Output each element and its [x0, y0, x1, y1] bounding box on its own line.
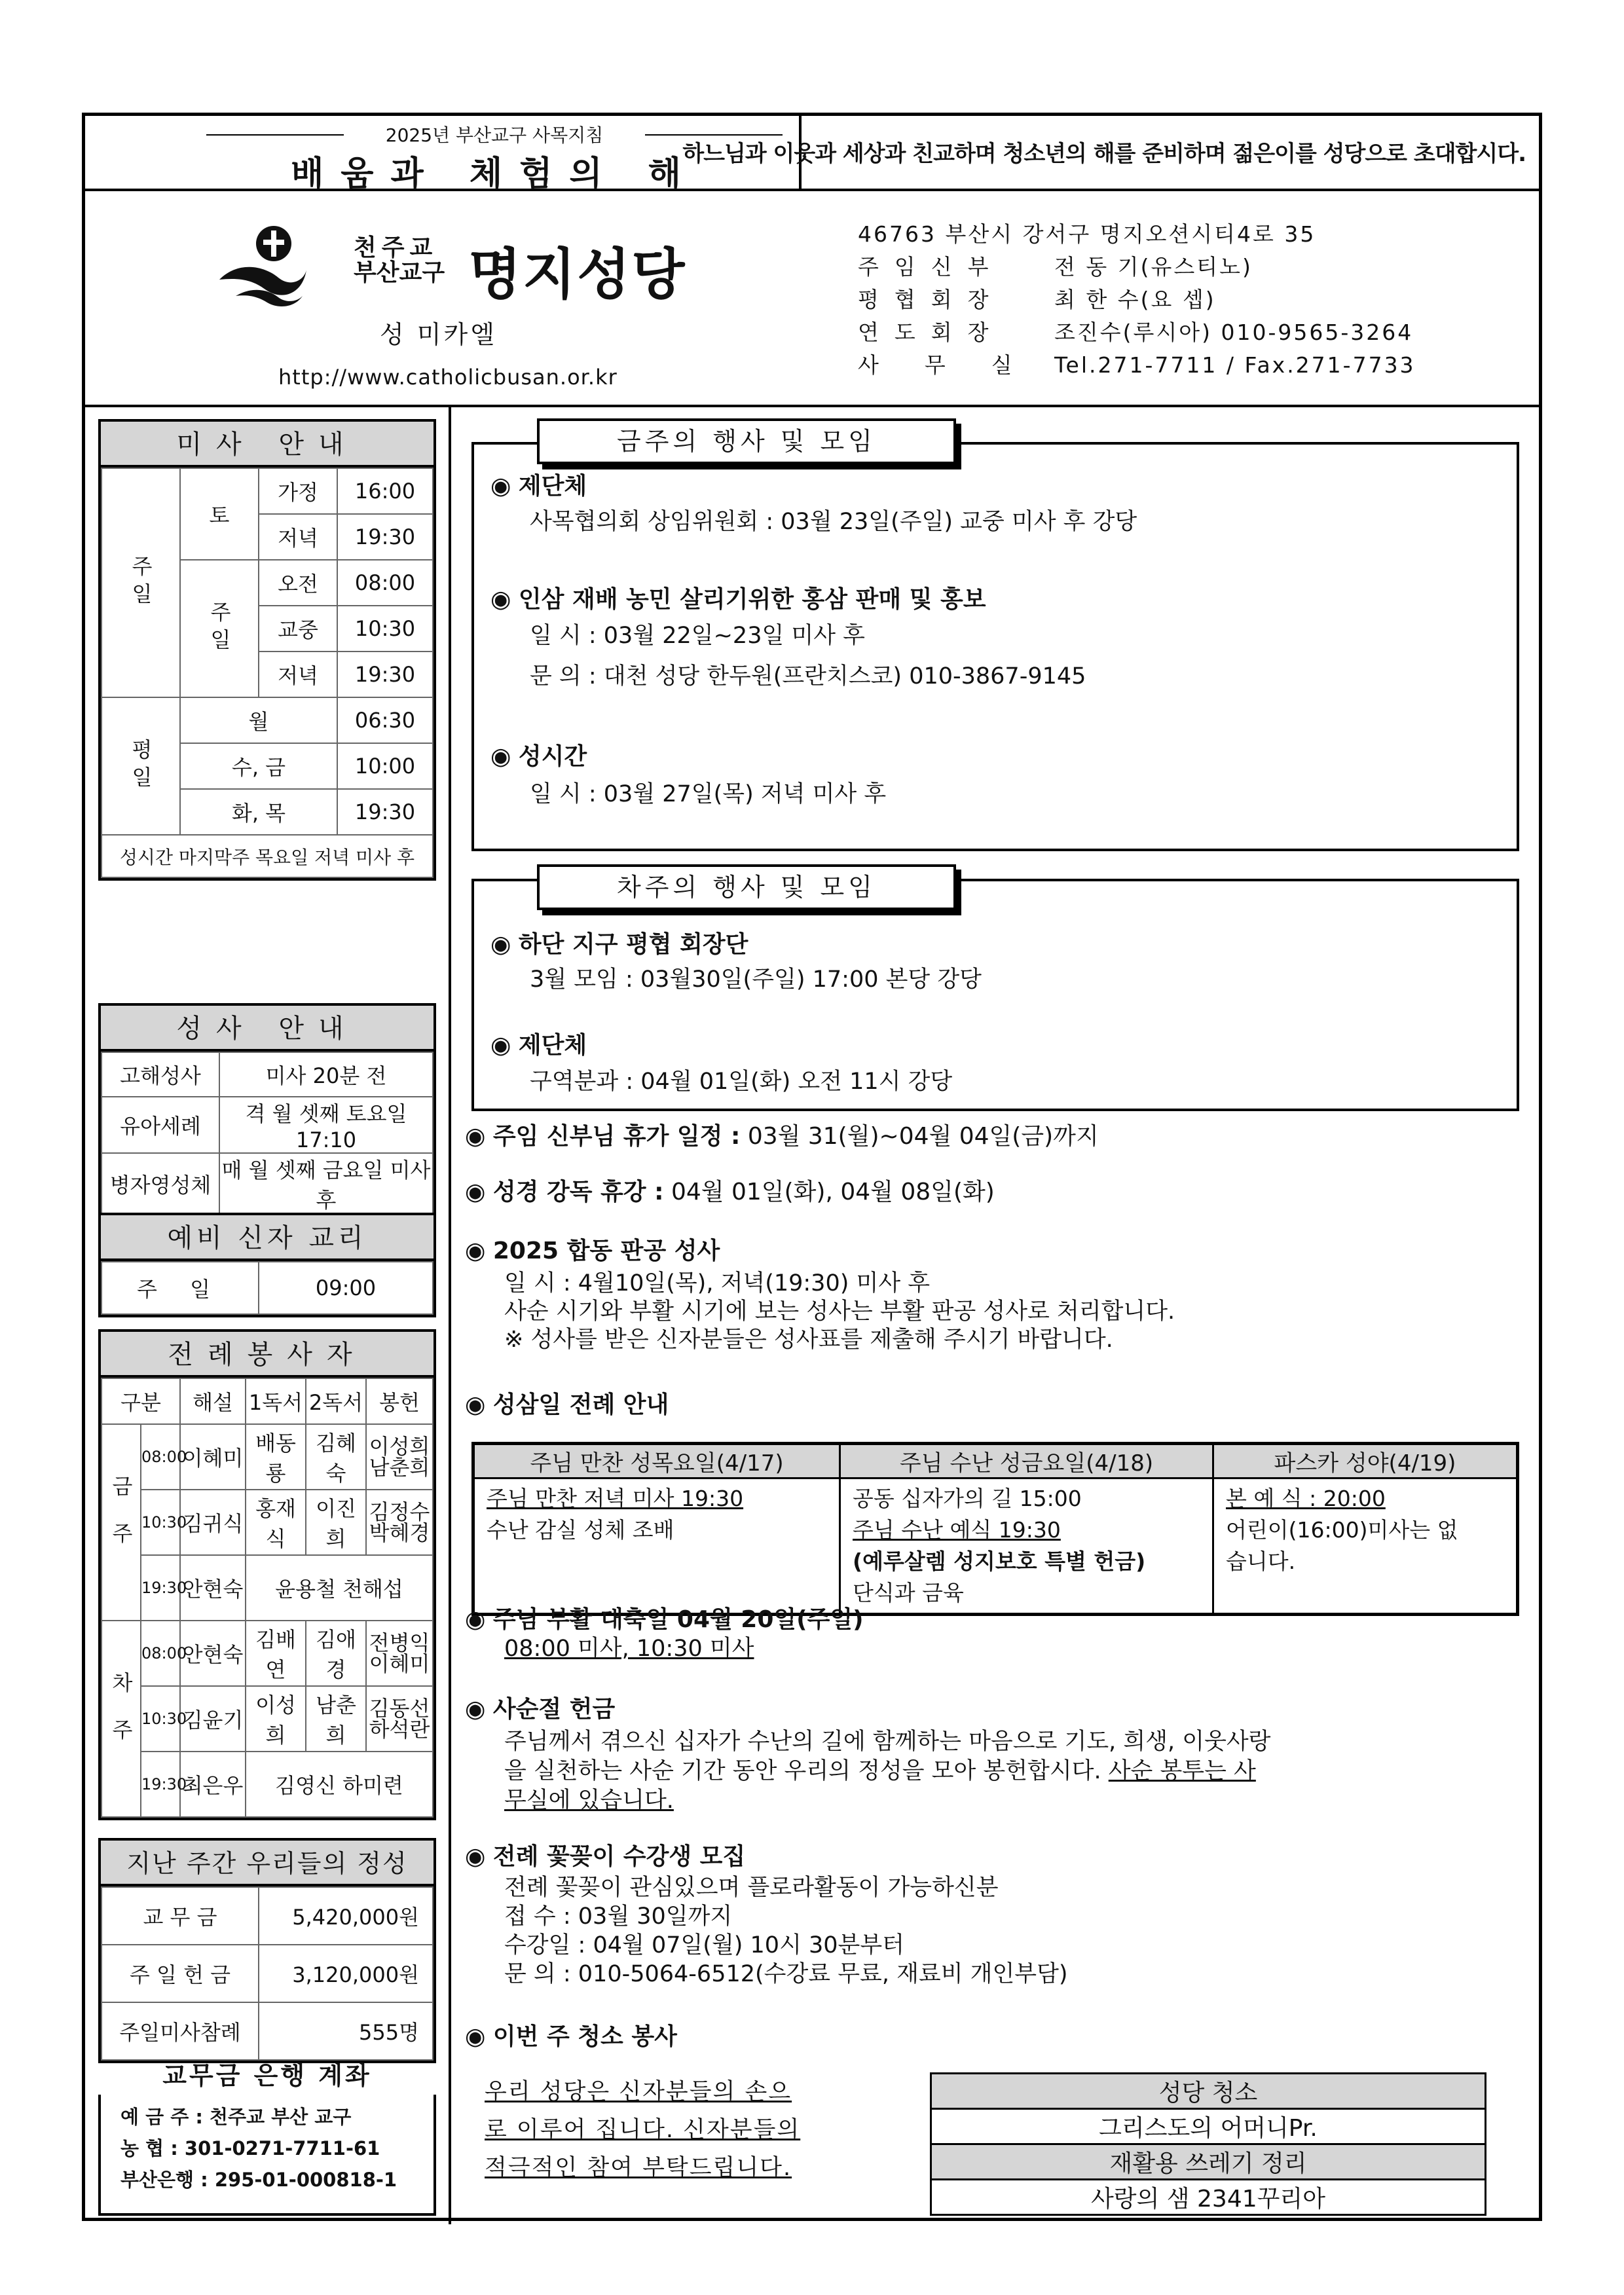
vacation-notice: ◉ 주임 신부님 휴가 일정 : 03월 31(월)~04월 04일(금)까지	[465, 1123, 1099, 1150]
mass-schedule-box	[98, 419, 436, 881]
mass-time: 06:30	[337, 697, 433, 743]
event-line: 사목협의회 상임위원회 : 03월 23일(주일) 교중 미사 후 강당	[530, 509, 1137, 535]
holyweek-notice: ◉ 성삼일 전례 안내	[465, 1391, 669, 1418]
address: 46763 부산시 강서구 명지오션시티4로 35	[858, 221, 1316, 247]
catechism-day: 주 일	[101, 1262, 259, 1314]
holyweek-cell: 공동 십자가의 길 15:00 주님 수난 예식 19:30 (예루살렘 성지보호 특별 헌금) 단식과 금육	[840, 1478, 1213, 1615]
mass-name: 수, 금	[180, 743, 337, 789]
server-name: 안현숙	[180, 1555, 246, 1621]
server-name: 배동룡	[246, 1424, 306, 1490]
catechism-box	[98, 1213, 436, 1317]
catechism-title: 예비 신자 교리	[101, 1215, 434, 1261]
flower-line: 문 의 : 010-5064-6512(수강료 무료, 재료비 개인부담)	[504, 1961, 1068, 1987]
offering-name: 주일미사참례	[101, 2002, 259, 2060]
info-row: 사무실Tel.271-7711 / Fax.271-7733	[858, 352, 1416, 378]
server-name: 이성희 남춘희	[366, 1424, 433, 1490]
catechism-table	[101, 1261, 434, 1315]
holyweek-cell: 주님 만찬 저녁 미사 19:30 수난 감실 성체 조배	[473, 1478, 840, 1615]
bank-row: 농 협 : 301-0271-7711-61	[120, 2137, 380, 2159]
liturgy-servers-box	[98, 1329, 436, 1820]
holyweek-header: 주님 만찬 성목요일(4/17)	[473, 1444, 840, 1478]
server-time: 19:30	[141, 1752, 180, 1817]
bank-title: 교무금 은행 계좌	[162, 2061, 372, 2090]
bible-notice: ◉ 성경 강독 휴강 : 04월 01일(화), 04월 08일(화)	[465, 1179, 995, 1205]
server-name: 홍재식	[246, 1490, 306, 1555]
offerings-table	[101, 1886, 434, 2061]
server-time: 10:30	[141, 1490, 180, 1555]
sacrament-name: 유아세례	[101, 1097, 219, 1153]
event-item: ◉ 제단체	[490, 473, 587, 500]
sacrament-value: 격 월 셋째 토요일 17:10	[219, 1097, 433, 1153]
mass-time: 19:30	[337, 514, 433, 560]
server-name: 윤용철 천해섭	[246, 1555, 433, 1621]
mass-time: 10:30	[337, 606, 433, 652]
sacrament-name: 고해성사	[101, 1052, 219, 1097]
holyweek-header: 파스카 성야(4/19)	[1213, 1444, 1518, 1478]
offerings-title: 지난 주간 우리들의 정성	[101, 1841, 434, 1886]
servers-table	[101, 1378, 434, 1818]
server-name: 김정수 박혜경	[366, 1490, 433, 1555]
mass-time: 08:00	[337, 560, 433, 606]
catechism-time: 09:00	[259, 1262, 433, 1314]
server-name: 이혜미	[180, 1424, 246, 1490]
patron-saint: 성 미카엘	[380, 320, 497, 349]
offering-value: 5,420,000원	[259, 1887, 433, 1945]
info-row: 주임신부 전 동 기(유스티노)	[858, 254, 1253, 280]
bulletin-page	[82, 113, 1542, 2221]
server-time: 19:30	[141, 1555, 180, 1621]
offering-name: 주 일 헌 금	[101, 1945, 259, 2002]
bank-account-box	[98, 2061, 436, 2216]
server-name: 최은우	[180, 1752, 246, 1817]
motto-title: 배움과 체험의 해	[291, 154, 698, 194]
bank-row: 부산은행 : 295-01-000818-1	[120, 2169, 397, 2191]
event-line: 구역분과 : 04월 01일(화) 오전 11시 강당	[530, 1069, 953, 1095]
server-name: 남춘희	[306, 1686, 366, 1752]
event-item: ◉ 하단 지구 평협 회장단	[490, 931, 748, 958]
offering-name: 교 무 금	[101, 1887, 259, 1945]
lent-notice: ◉ 사순절 헌금	[465, 1696, 616, 1723]
cleaning-cell: 재활용 쓰레기 정리	[931, 2144, 1486, 2180]
servers-header: 2독서	[306, 1378, 366, 1424]
lent-line: 무실에 있습니다.	[504, 1788, 674, 1814]
server-name: 김혜숙	[306, 1424, 366, 1490]
event-item: ◉ 인삼 재배 농민 살리기위한 홍삼 판매 및 홍보	[490, 586, 986, 613]
mass-name: 교중	[259, 606, 337, 652]
sacrament-box	[98, 1003, 436, 1218]
servers-title: 전례봉사자	[101, 1332, 434, 1378]
next-week-label: 차주	[101, 1621, 141, 1817]
easter-notice: ◉ 주님 부활 대축일 04월 20일(주일)	[465, 1606, 864, 1633]
cleaning-cell: 사랑의 샘 2341꾸리아	[931, 2180, 1486, 2215]
server-name: 김귀식	[180, 1490, 246, 1555]
flower-line: 전례 꽃꽂이 관심있으며 플로라활동이 가능하신분	[504, 1875, 999, 1901]
cleaning-cell: 성당 청소	[931, 2074, 1486, 2109]
event-line: 3월 모임 : 03월30일(주일) 17:00 본당 강당	[530, 966, 982, 993]
mass-name: 오전	[259, 560, 337, 606]
mass-name: 저녁	[259, 652, 337, 697]
servers-header: 해설	[180, 1378, 246, 1424]
sacrament-name: 병자영성체	[101, 1153, 219, 1215]
server-name: 김동선 하석란	[366, 1686, 433, 1752]
server-name: 전병익 이혜미	[366, 1621, 433, 1686]
cleaning-table	[930, 2072, 1486, 2216]
info-row: 연도회장 조진수(루시아) 010-9565-3264	[858, 320, 1414, 345]
sacrament-value: 미사 20분 전	[219, 1052, 433, 1097]
parish-name: 명지성당	[468, 242, 686, 306]
logo-text-small: 천주교 부산교구	[354, 234, 445, 286]
server-name: 이진희	[306, 1490, 366, 1555]
server-name: 김윤기	[180, 1686, 246, 1752]
easter-line: 08:00 미사, 10:30 미사	[504, 1636, 754, 1662]
info-row: 평협회장 최 한 수(요 셉)	[858, 287, 1216, 312]
event-line: 일 시 : 03월 22일~23일 미사 후	[530, 623, 865, 649]
lent-line: 주님께서 겪으신 십자가 수난의 길에 함께하는 마음으로 기도, 희생, 이웃사랑	[504, 1729, 1271, 1755]
mass-time: 16:00	[337, 468, 433, 514]
mass-name: 저녁	[259, 514, 337, 560]
penance-line: 일 시 : 4월10일(목), 저녁(19:30) 미사 후	[504, 1270, 931, 1296]
saturday-label: 토	[180, 468, 259, 560]
bank-list	[120, 2101, 397, 2195]
sunday-label: 주일	[101, 468, 180, 697]
servers-header: 구분	[101, 1378, 180, 1424]
bank-row: 예 금 주 : 천주교 부산 교구	[120, 2106, 352, 2128]
parish-logo-icon	[216, 224, 308, 309]
holyweek-table	[471, 1442, 1519, 1616]
header-top	[85, 116, 1539, 194]
server-time: 08:00	[141, 1621, 180, 1686]
cleaning-text: 적극적인 참여 부탁드립니다.	[485, 2155, 792, 2181]
penance-line: ※ 성사를 받은 신자분들은 성사표를 제출해 주시기 바랍니다.	[504, 1327, 1113, 1353]
this-week-box	[471, 442, 1519, 851]
cleaning-text: 로 이루어 집니다. 신자분들의	[485, 2117, 801, 2143]
event-item: ◉ 제단체	[490, 1032, 587, 1059]
event-item: ◉ 성시간	[490, 743, 587, 770]
flower-line: 접 수 : 03월 30일까지	[504, 1903, 733, 1930]
this-week-title: 금주의 행사 및 모임	[537, 418, 956, 464]
penance-notice: ◉ 2025 합동 판공 성사	[465, 1238, 720, 1264]
servers-header: 봉헌	[366, 1378, 433, 1424]
lent-line: 을 실천하는 사순 기간 동안 우리의 정성을 모아 봉헌합시다. 사순 봉투는 사	[504, 1758, 1256, 1784]
motto-subtitle: 2025년 부산교구 사목지침	[193, 121, 796, 147]
server-name: 이성희	[246, 1686, 306, 1752]
flower-notice: ◉ 전례 꽃꽂이 수강생 모집	[465, 1843, 746, 1870]
mass-note: 성시간 마지막주 목요일 저녁 미사 후	[101, 835, 433, 877]
server-name: 안현숙	[180, 1621, 246, 1686]
offerings-box	[98, 1838, 436, 2063]
mass-name: 월	[180, 697, 337, 743]
cleaning-notice: ◉ 이번 주 청소 봉사	[465, 2023, 677, 2050]
sacrament-value: 매 월 셋째 금요일 미사후	[219, 1153, 433, 1215]
flower-line: 수강일 : 04월 07일(월) 10시 30분부터	[504, 1932, 904, 1958]
server-name: 김배연	[246, 1621, 306, 1686]
parish-header	[85, 191, 1539, 407]
next-week-title: 차주의 행사 및 모임	[537, 864, 956, 910]
mass-schedule-table	[101, 468, 434, 878]
sacrament-title: 성사 안내	[101, 1006, 434, 1052]
sunday-sub-label: 주일	[180, 560, 259, 697]
servers-header: 1독서	[246, 1378, 306, 1424]
slogan: 하느님과 이웃과 세상과 친교하며 청소년의 해를 준비하며 젊은이를 성당으로 초대합시다.	[682, 141, 1526, 167]
server-time: 10:30	[141, 1686, 180, 1752]
cleaning-text: 우리 성당은 신자분들의 손으	[485, 2079, 792, 2105]
column-divider	[449, 407, 451, 2224]
mass-schedule-title: 미사 안내	[101, 422, 434, 468]
server-name: 김영신 하미련	[246, 1752, 433, 1817]
mass-time: 19:30	[337, 652, 433, 697]
next-week-box	[471, 879, 1519, 1111]
this-week-label: 금주	[101, 1424, 141, 1621]
holyweek-cell: 본 예 식 : 20:00 어린이(16:00)미사는 없 습니다.	[1213, 1478, 1518, 1615]
mass-name: 화, 목	[180, 789, 337, 835]
server-time: 08:00	[141, 1424, 180, 1490]
offering-value: 555명	[259, 2002, 433, 2060]
event-line: 일 시 : 03월 27일(목) 저녁 미사 후	[530, 781, 887, 807]
holyweek-header: 주님 수난 성금요일(4/18)	[840, 1444, 1213, 1478]
server-name: 김애경	[306, 1621, 366, 1686]
mass-name: 가정	[259, 468, 337, 514]
mass-time: 19:30	[337, 789, 433, 835]
penance-line: 사순 시기와 부활 시기에 보는 성사는 부활 판공 성사로 처리합니다.	[504, 1298, 1175, 1325]
offering-value: 3,120,000원	[259, 1945, 433, 2002]
weekday-label: 평일	[101, 697, 180, 835]
website-link[interactable]: http://www.catholicbusan.or.kr	[278, 365, 618, 390]
cleaning-cell: 그리스도의 어머니Pr.	[931, 2109, 1486, 2144]
sacrament-table	[101, 1052, 434, 1215]
event-line: 문 의 : 대천 성당 한두원(프란치스코) 010-3867-9145	[530, 663, 1086, 689]
mass-time: 10:00	[337, 743, 433, 789]
